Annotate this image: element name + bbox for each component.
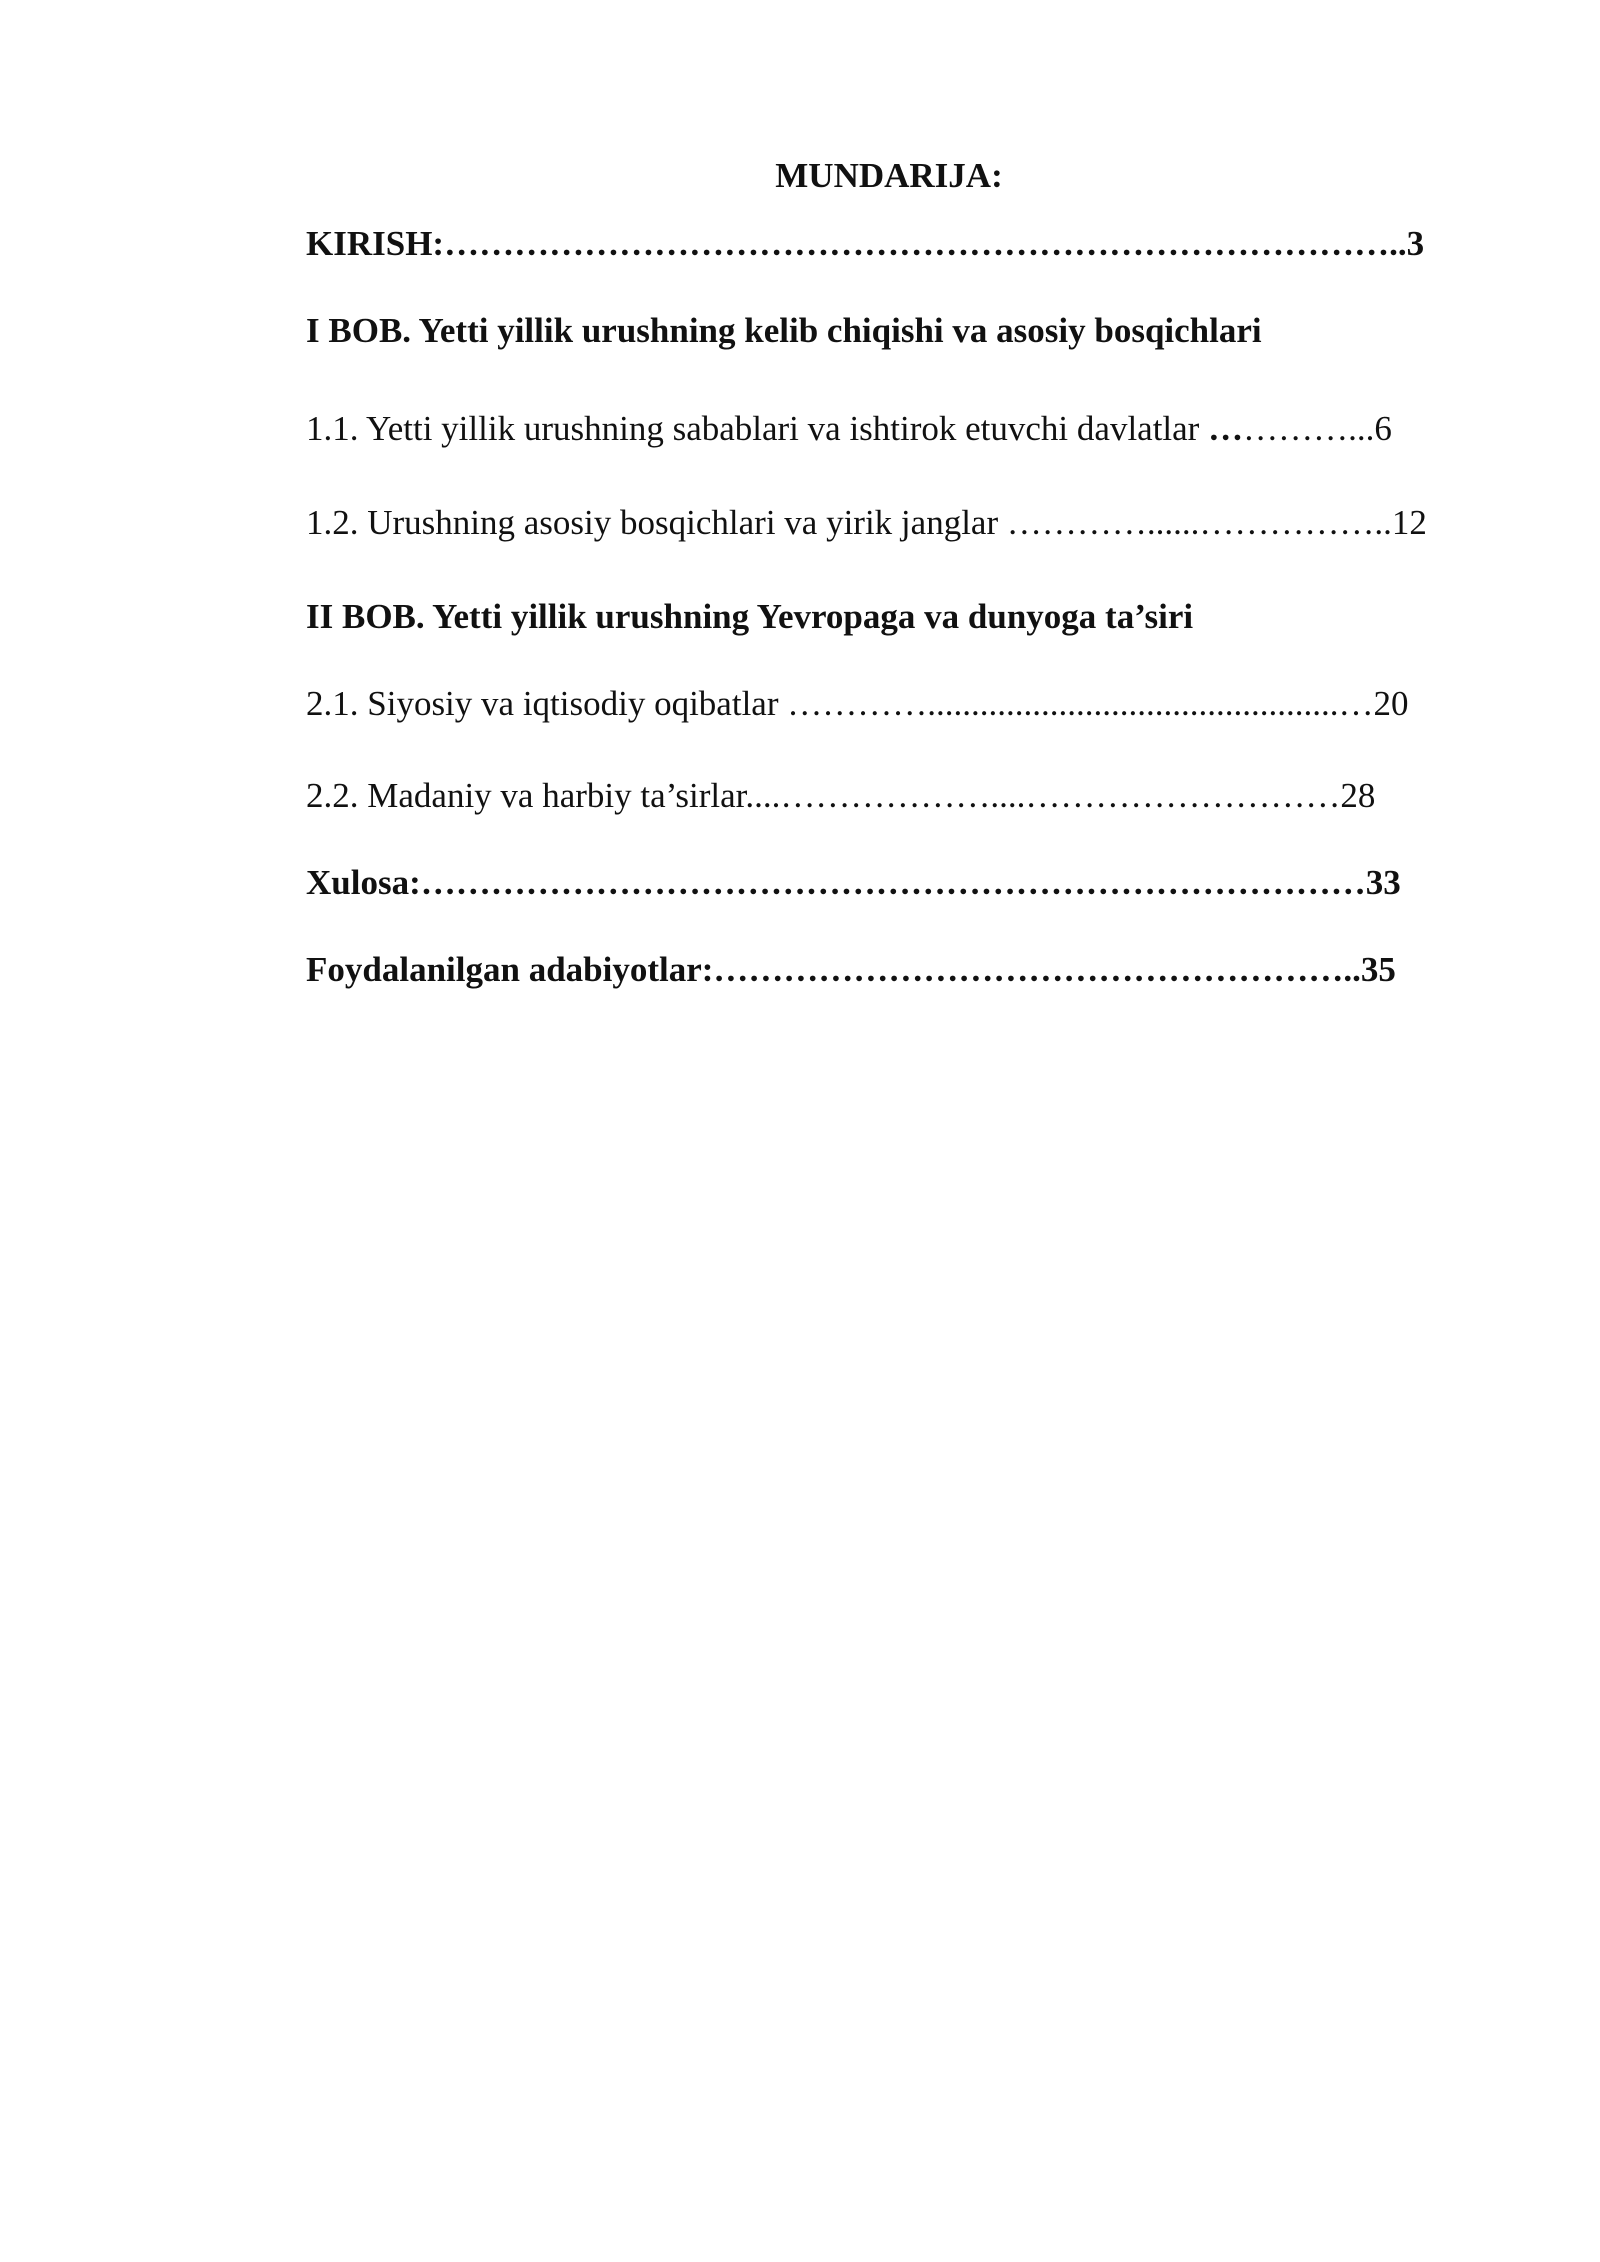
toc-entry-2-2: 2.2. Madaniy va harbiy ta’sirlar....………………....………………………28 [306,776,1376,815]
toc-title: MUNDARIJA: [775,156,1003,195]
toc-entry-1-1-leader: ………...6 [1243,409,1392,448]
toc-entry-1-1-text: 1.1. Yetti yillik urushning sabablari va ishtirok etuvchi davlatlar [306,409,1209,448]
toc-entry-1-2: 1.2. Urushning asosiy bosqichlari va yirik janglar …………......……………..12 [306,503,1427,542]
toc-entry-1-1-leader-bold: … [1208,409,1244,448]
toc-chapter-1: I BOB. Yetti yillik urushning kelib chiqishi va asosiy bosqichlari [306,311,1262,350]
toc-entry-kirish: KIRISH:………………………………………………………………………..3 [306,224,1425,263]
toc-entry-xulosa: Xulosa:………………………………………………………………………33 [306,863,1401,902]
toc-entry-1-1 [306,403,1392,455]
toc-entry-2-1: 2.1. Siyosiy va iqtisodiy oqibatlar …………...............................................…20 [306,684,1409,723]
toc-entry-adabiyotlar: Foydalanilgan adabiyotlar:………………………………………………..35 [306,950,1396,989]
toc-chapter-2: II BOB. Yetti yillik urushning Yevropaga va dunyoga ta’siri [306,597,1194,636]
